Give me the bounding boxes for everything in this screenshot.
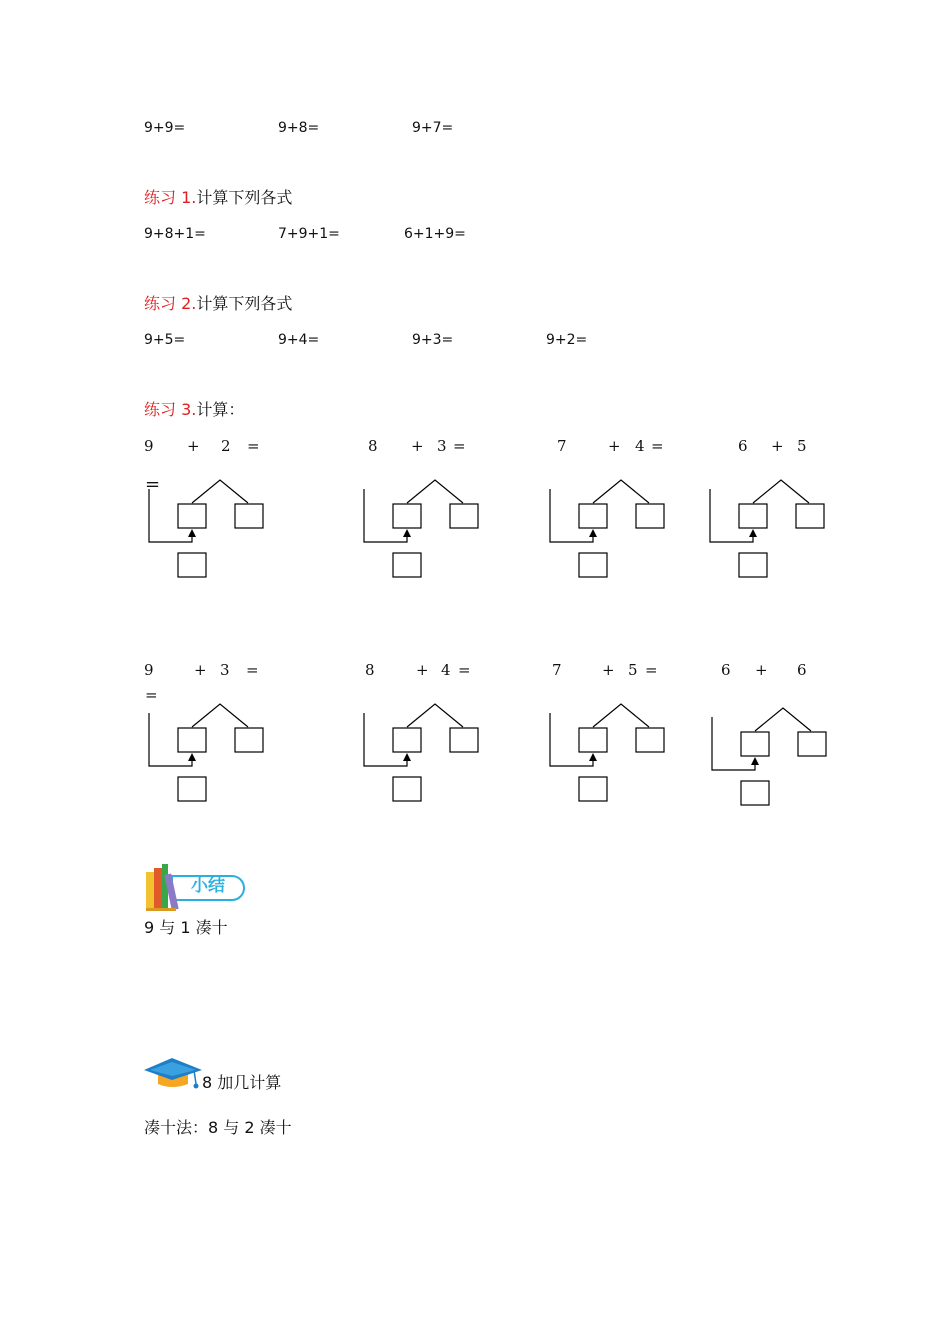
eq-operand-b: 2 [221, 437, 231, 455]
eq-equals: = [247, 437, 260, 455]
eq-operand-a: 9 [144, 437, 154, 455]
eq-operand-b: 6 [797, 661, 807, 679]
eq-operand-b: 3 [437, 437, 447, 455]
decomposition-diagram [711, 705, 831, 809]
eq-operator: + [411, 437, 424, 455]
eq-trailing-equals: = [145, 686, 158, 704]
exercise-2-item: 9+5= [144, 332, 186, 348]
eq-operand-a: 7 [552, 661, 562, 679]
exercise-3-heading [144, 402, 244, 418]
eq-trailing-equals: = [145, 474, 161, 495]
eq-equals: = [246, 661, 259, 679]
exercise-1-item: 9+8+1= [144, 226, 206, 242]
decomposition-diagram [549, 477, 669, 581]
exercise-1-item: 7+9+1= [278, 226, 340, 242]
decomposition-diagram [549, 701, 669, 805]
exercise-1-title: 计算下列各式 [196, 188, 293, 207]
eq-operand-b: 4 [635, 437, 645, 455]
exercise-1-heading [144, 190, 292, 206]
exercise-1-item: 6+1+9= [404, 226, 466, 242]
eq-operator: + [608, 437, 621, 455]
eq-operator: + [187, 437, 200, 455]
eq-operand-a: 9 [144, 661, 154, 679]
eq-operand-a: 6 [738, 437, 748, 455]
eq-operand-a: 6 [721, 661, 731, 679]
eq-equals: = [645, 661, 658, 679]
eq-operand-a: 8 [365, 661, 375, 679]
graduation-cap-icon [144, 1056, 202, 1092]
eq-operand-b: 4 [441, 661, 451, 679]
decomposition-diagram [709, 477, 829, 581]
decomposition-diagram [148, 477, 268, 581]
eq-equals: = [458, 661, 471, 679]
eq-operator: + [194, 661, 207, 679]
decomposition-diagram [148, 701, 268, 805]
section-title: 8 加几计算 [202, 1073, 282, 1092]
eq-operand-a: 8 [368, 437, 378, 455]
eq-operand-b: 5 [628, 661, 638, 679]
eq-equals: = [453, 437, 466, 455]
exercise-2-item: 9+4= [278, 332, 320, 348]
exercise-2-item: 9+3= [412, 332, 454, 348]
decomposition-diagram [363, 477, 483, 581]
exercise-2-label: 练习 2. [144, 294, 197, 313]
exercise-2-title: 计算下列各式 [196, 294, 293, 313]
eq-operand-b: 5 [797, 437, 807, 455]
problem-1: 9+9= [144, 120, 186, 136]
exercise-3-label: 练习 3. [144, 400, 197, 419]
eq-operator: + [755, 661, 768, 679]
eq-operand-a: 7 [557, 437, 567, 455]
section-note: 凑十法：8 与 2 凑十 [144, 1118, 292, 1137]
summary-text: 9 与 1 凑十 [144, 918, 228, 937]
eq-operator: + [771, 437, 784, 455]
eq-operator: + [416, 661, 429, 679]
eq-operand-b: 3 [220, 661, 230, 679]
exercise-3-title: 计算： [196, 400, 245, 419]
eq-operator: + [602, 661, 615, 679]
exercise-2-heading [144, 296, 292, 312]
summary-badge-label: 小结 [191, 876, 225, 896]
decomposition-diagram [363, 701, 483, 805]
exercise-2-item: 9+2= [546, 332, 588, 348]
exercise-1-label: 练习 1. [144, 188, 197, 207]
problem-3: 9+7= [412, 120, 454, 136]
eq-equals: = [651, 437, 664, 455]
problem-2: 9+8= [278, 120, 320, 136]
